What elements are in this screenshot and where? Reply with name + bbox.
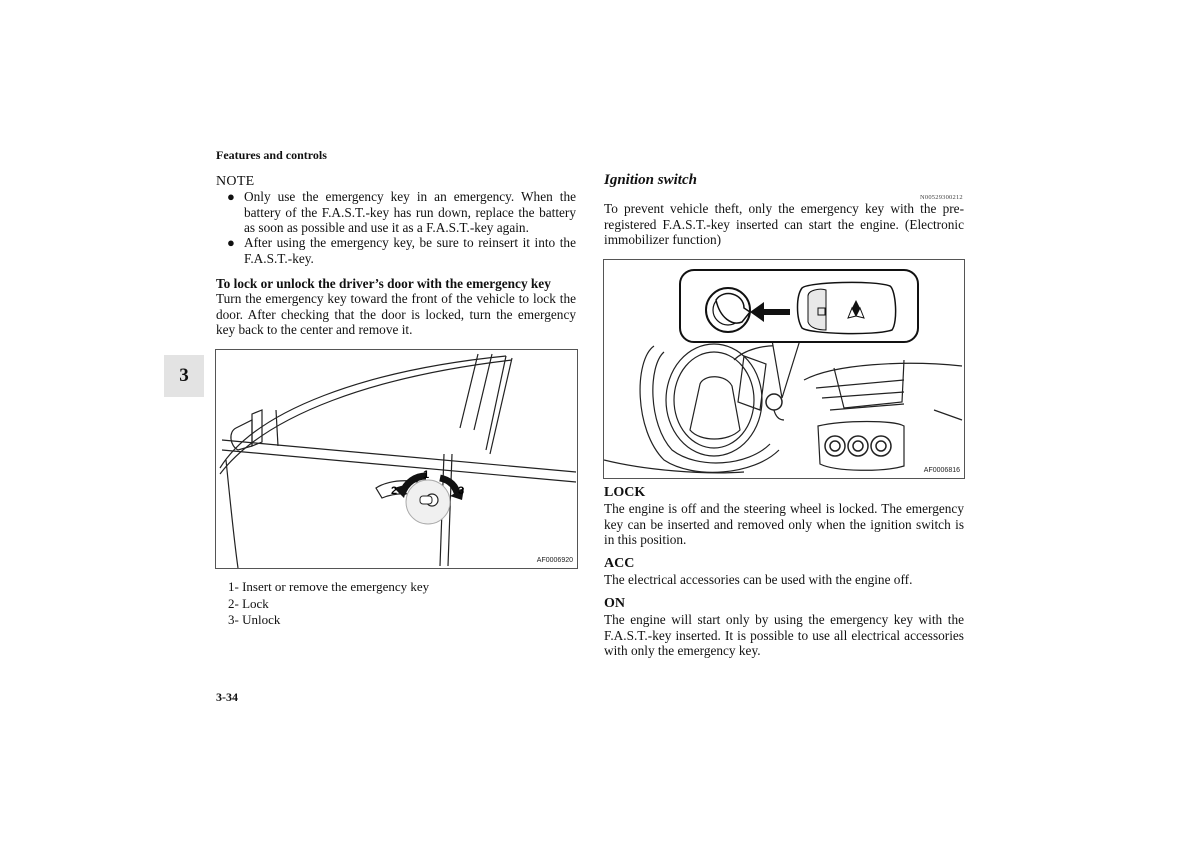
note-bullet	[227, 189, 576, 236]
note-bullet-text: Only use the emergency key in an emergency. When the battery of the F.A.S.T.-key has run down, replace the battery as soon as possible and use it as a F.A.S.T.-key again.	[244, 189, 576, 235]
position-text-lock: The engine is off and the steering wheel is locked. The emergency key can be inserted and removed only when the ignition switch is in this position.	[604, 501, 964, 548]
caption-item: 2- Lock	[228, 596, 269, 611]
position-text-acc: The electrical accessories can be used with the engine off.	[604, 572, 913, 587]
section-header: Features and controls	[216, 148, 327, 162]
doc-code: N00529300212	[920, 194, 963, 201]
page-number: 3-34	[216, 690, 238, 704]
chapter-tab: 3	[164, 355, 204, 397]
figure-code: AF0006920	[536, 557, 573, 564]
figure-code: AF0006816	[923, 467, 960, 474]
figure-label-3: 3	[458, 485, 465, 497]
door-lock-figure	[215, 349, 578, 569]
note-bullet	[227, 235, 576, 266]
caption-item: 1- Insert or remove the emergency key	[228, 579, 430, 594]
position-name-acc: ACC	[604, 556, 635, 571]
bullet-icon: ●	[227, 189, 235, 204]
position-name-lock: LOCK	[604, 485, 646, 500]
ignition-figure	[603, 259, 965, 479]
door-heading: To lock or unlock the driver’s door with the emergency key	[216, 276, 551, 291]
note-label: NOTE	[216, 174, 255, 189]
ignition-intro: To prevent vehicle theft, only the emergency key with the pre-registered F.A.S.T.-key inserted can start the engine. (Electronic immobilizer function)	[604, 201, 964, 248]
bullet-icon: ●	[227, 235, 235, 250]
position-name-on: ON	[604, 596, 625, 611]
ignition-illustration	[604, 260, 964, 478]
figure-label-1: 1	[423, 469, 430, 481]
section-title: Ignition switch	[604, 172, 697, 188]
figure-label-2: 2	[391, 485, 398, 497]
door-illustration	[216, 350, 577, 568]
door-body: Turn the emergency key toward the front of the vehicle to lock the door. After checking that the door is locked, turn the emergency key back to the center and remove it.	[216, 291, 576, 338]
caption-item: 3- Unlock	[228, 612, 281, 627]
note-bullet-text: After using the emergency key, be sure to reinsert it into the F.A.S.T.-key.	[244, 235, 576, 266]
position-text-on: The engine will start only by using the emergency key with the F.A.S.T.-key inserted. It is possible to use all electrical accessories with only the emergency key.	[604, 612, 964, 659]
